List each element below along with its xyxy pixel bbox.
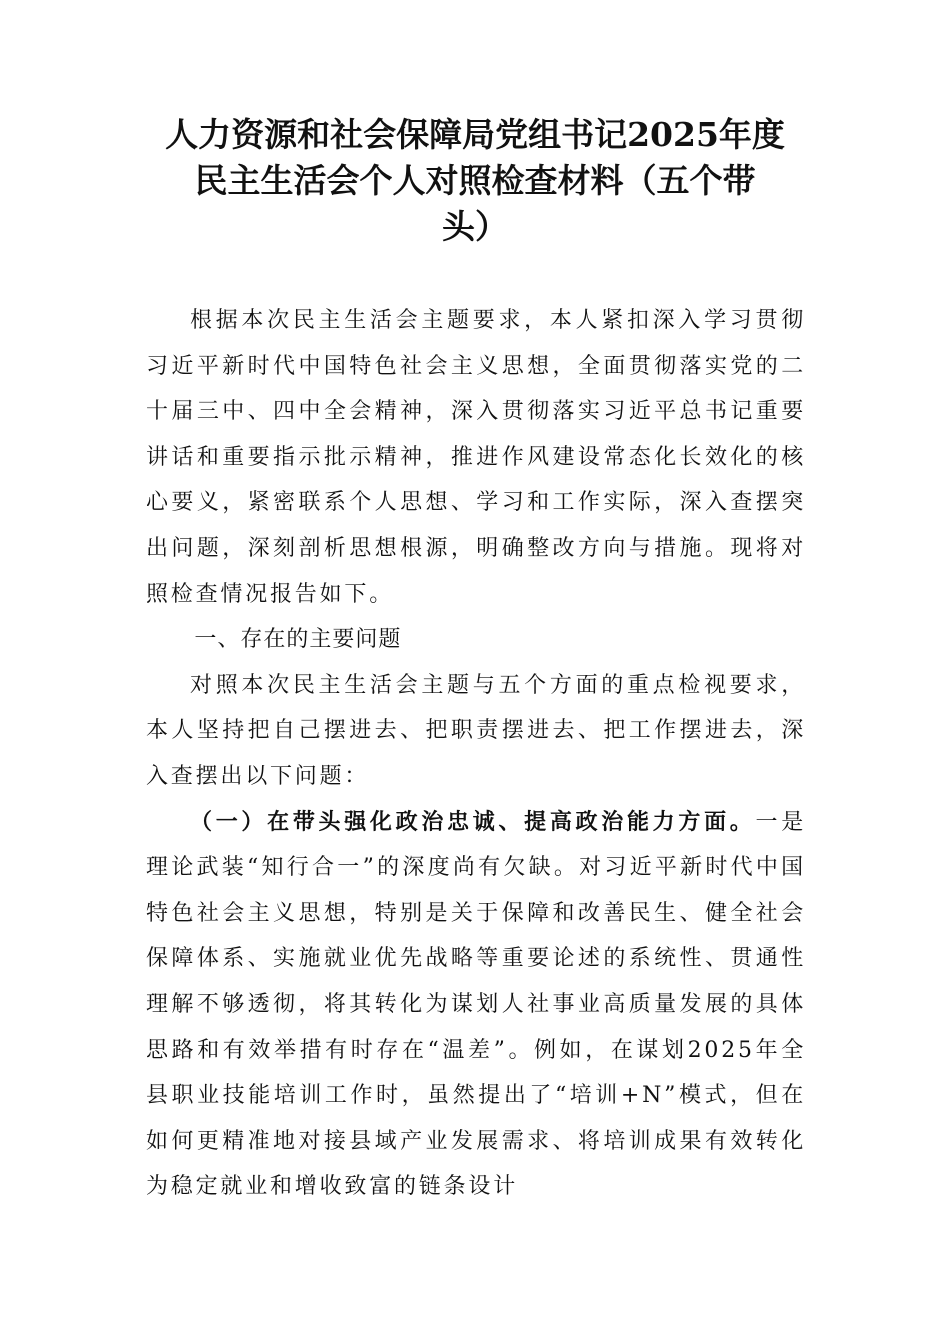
- item-one-lead: （一）在带头强化政治忠诚、提高政治能力方面。: [190, 808, 756, 835]
- item-one-paragraph: [146, 800, 806, 1210]
- intro-paragraph: 根据本次民主生活会主题要求，本人紧扣深入学习贯彻习近平新时代中国特色社会主义思想，全面贯彻落实党的二十届三中、四中全会精神，深入贯彻落实习近平总书记重要讲话和重要指示批示精神，推进作风建设常态化长效化的核心要义，紧密联系个人思想、学习和工作实际，深入查摆突出问题，深刻剖析思想根源，明确整改方向与措施。现将对照检查情况报告如下。: [146, 308, 806, 607]
- item-one-body: 一是理论武装“知行合一”的深度尚有欠缺。对习近平新时代中国特色社会主义思想，特别是关于保障和改善民生、健全社会保障体系、实施就业优先战略等重要论述的系统性、贯通性理解不够透彻，将其转化为谋划人社事业高质量发展的具体思路和有效举措有时存在“温差”。例如，在谋划2025年全县职业技能培训工作时，虽然提出了“培训+N”模式，但在如何更精准地对接县域产业发展需求、将培训成果有效转化为稳定就业和增收致富的链条设计: [146, 809, 806, 1200]
- title-line-2: 民主生活会个人对照检查材料（五个带: [194, 161, 756, 200]
- section-one-heading: 一、存在的主要问题: [194, 627, 402, 653]
- document-title: [140, 112, 810, 250]
- section-one-intro-paragraph: 对照本次民主生活会主题与五个方面的重点检视要求，本人坚持把自己摆进去、把职责摆进去、把工作摆进去，深入查摆出以下问题：: [146, 672, 806, 789]
- title-line-3: 头）: [442, 207, 508, 246]
- document-body: [146, 298, 806, 1210]
- title-line-1: 人力资源和社会保障局党组书记2025年度: [165, 115, 785, 154]
